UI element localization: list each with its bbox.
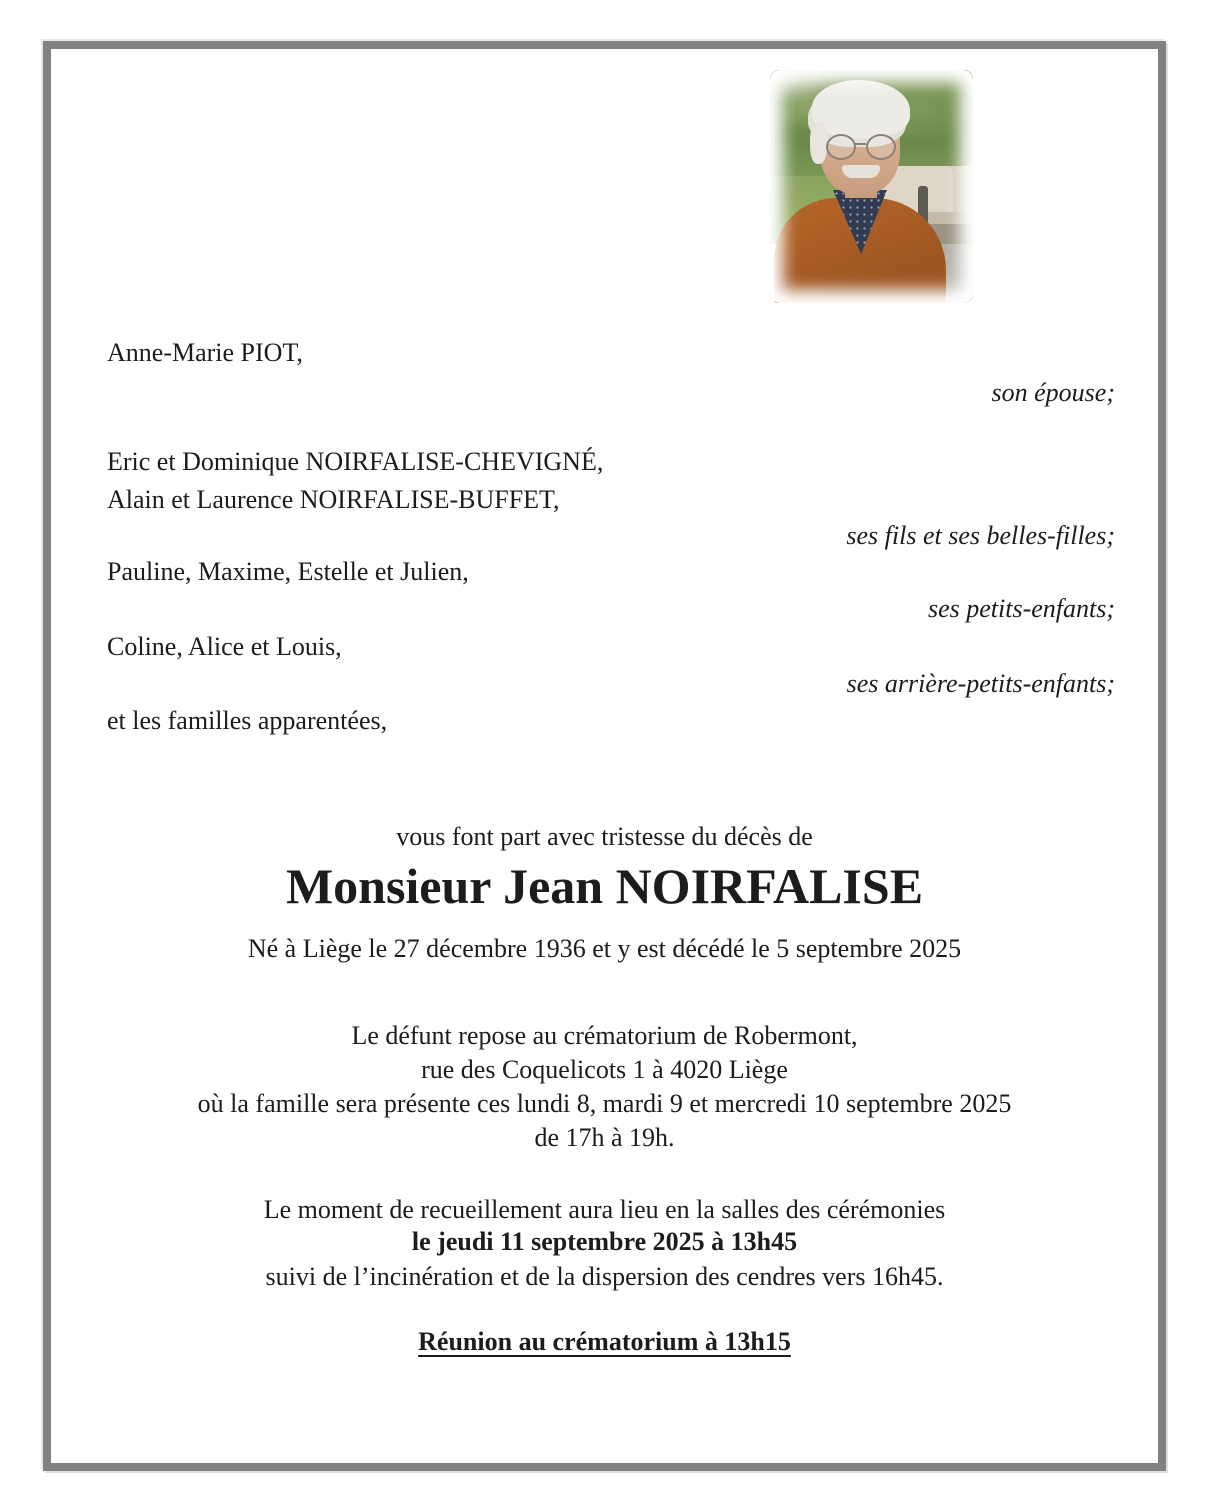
repose-visit-days-line: où la famille sera présente ces lundi 8, mardi 9 et mercredi 10 septembre 2025 xyxy=(197,1089,1012,1118)
portrait-photo-canvas xyxy=(770,70,973,303)
ceremony-datetime-line: le jeudi 11 septembre 2025 à 13h45 xyxy=(411,1227,798,1256)
relation-label-great-grandchildren: ses arrière-petits-enfants; xyxy=(846,669,1115,698)
repose-address-line: rue des Coquelicots 1 à 4020 Liège xyxy=(421,1055,788,1084)
relation-label-spouse: son épouse; xyxy=(991,378,1115,407)
relative-line-great-grandchildren: Coline, Alice et Louis, xyxy=(107,632,342,661)
relative-line-grandchildren: Pauline, Maxime, Estelle et Julien, xyxy=(107,557,469,586)
repose-location-line: Le défunt repose au crématorium de Robermont, xyxy=(351,1021,858,1050)
announcement-intro: vous font part avec tristesse du décès de xyxy=(396,822,813,851)
repose-visit-hours-line: de 17h à 19h. xyxy=(534,1123,675,1152)
relative-line-related-families: et les familles apparentées, xyxy=(107,706,388,735)
relation-label-grandchildren: ses petits-enfants; xyxy=(927,594,1115,623)
gray-border-frame xyxy=(43,41,1166,1471)
cremation-dispersion-line: suivi de l’incinération et de la dispersion des cendres vers 16h45. xyxy=(265,1262,944,1291)
meeting-time-note: Réunion au crématorium à 13h15 xyxy=(418,1327,791,1356)
portrait-photo xyxy=(770,70,973,303)
relative-line-son-1: Eric et Dominique NOIRFALISE-CHEVIGNÉ, xyxy=(107,447,604,476)
birth-death-dates: Né à Liège le 27 décembre 1936 et y est décédé le 5 septembre 2025 xyxy=(247,934,962,963)
relative-line-son-2: Alain et Laurence NOIRFALISE-BUFFET, xyxy=(107,485,560,514)
relative-line-spouse-name: Anne-Marie PIOT, xyxy=(107,338,303,367)
ceremony-place-line: Le moment de recueillement aura lieu en la salles des cérémonies xyxy=(263,1195,946,1224)
deceased-name-title: Monsieur Jean NOIRFALISE xyxy=(285,858,924,914)
photo-feathered-edge xyxy=(770,70,973,303)
relation-label-sons: ses fils et ses belles-filles; xyxy=(846,521,1115,550)
